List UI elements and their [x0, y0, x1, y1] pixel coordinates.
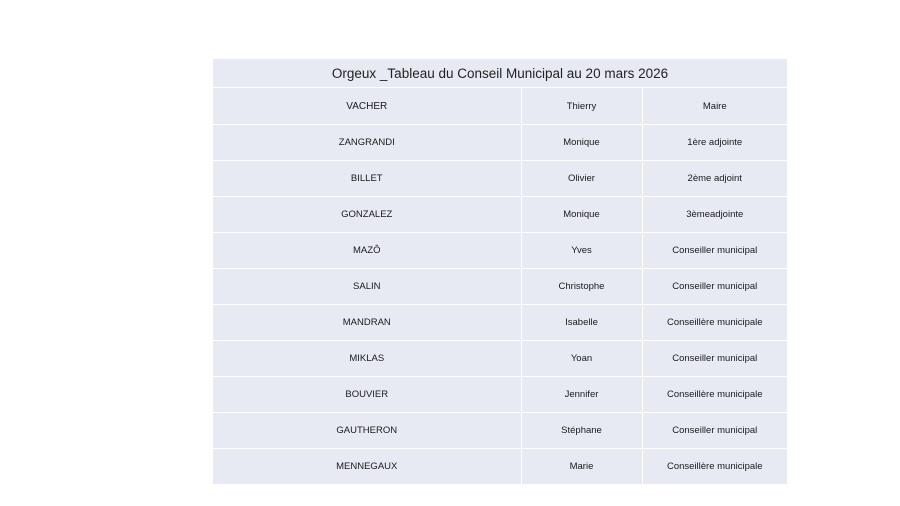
- table-row: [213, 305, 787, 341]
- table-row: [213, 413, 787, 449]
- table-row: [213, 341, 787, 377]
- role-cell: Maire: [642, 88, 787, 125]
- last-name-cell: MENNEGAUX: [213, 449, 521, 485]
- role-cell: 3èmeadjointe: [642, 197, 787, 233]
- first-name-cell: Marie: [521, 449, 642, 485]
- role-cell: Conseillère municipale: [642, 377, 787, 413]
- table-title: Orgeux _Tableau du Conseil Municipal au 20 mars 2026: [213, 59, 787, 88]
- first-name-cell: Yves: [521, 233, 642, 269]
- role-cell: Conseiller municipal: [642, 413, 787, 449]
- council-table: [213, 59, 787, 485]
- role-cell: Conseillère municipale: [642, 449, 787, 485]
- table-row: [213, 449, 787, 485]
- role-cell: Conseillère municipale: [642, 305, 787, 341]
- table-row: [213, 125, 787, 161]
- table-title-row: [213, 59, 787, 88]
- last-name-cell: BOUVIER: [213, 377, 521, 413]
- table-row: [213, 233, 787, 269]
- last-name-cell: ZANGRANDI: [213, 125, 521, 161]
- first-name-cell: Yoan: [521, 341, 642, 377]
- role-cell: Conseiller municipal: [642, 233, 787, 269]
- last-name-cell: MAZÔ: [213, 233, 521, 269]
- last-name-cell: GAUTHERON: [213, 413, 521, 449]
- role-cell: Conseiller municipal: [642, 269, 787, 305]
- table-row: [213, 269, 787, 305]
- last-name-cell: MIKLAS: [213, 341, 521, 377]
- role-cell: Conseiller municipal: [642, 341, 787, 377]
- first-name-cell: Stéphane: [521, 413, 642, 449]
- last-name-cell: SALIN: [213, 269, 521, 305]
- table-row: [213, 377, 787, 413]
- last-name-cell: VACHER: [213, 88, 521, 125]
- table-row: [213, 88, 787, 125]
- first-name-cell: Monique: [521, 197, 642, 233]
- role-cell: 2ème adjoint: [642, 161, 787, 197]
- first-name-cell: Isabelle: [521, 305, 642, 341]
- first-name-cell: Thierry: [521, 88, 642, 125]
- last-name-cell: MANDRAN: [213, 305, 521, 341]
- first-name-cell: Christophe: [521, 269, 642, 305]
- last-name-cell: BILLET: [213, 161, 521, 197]
- table-row: [213, 197, 787, 233]
- last-name-cell: GONZALEZ: [213, 197, 521, 233]
- role-cell: 1ère adjointe: [642, 125, 787, 161]
- first-name-cell: Olivier: [521, 161, 642, 197]
- first-name-cell: Monique: [521, 125, 642, 161]
- table-row: [213, 161, 787, 197]
- first-name-cell: Jennifer: [521, 377, 642, 413]
